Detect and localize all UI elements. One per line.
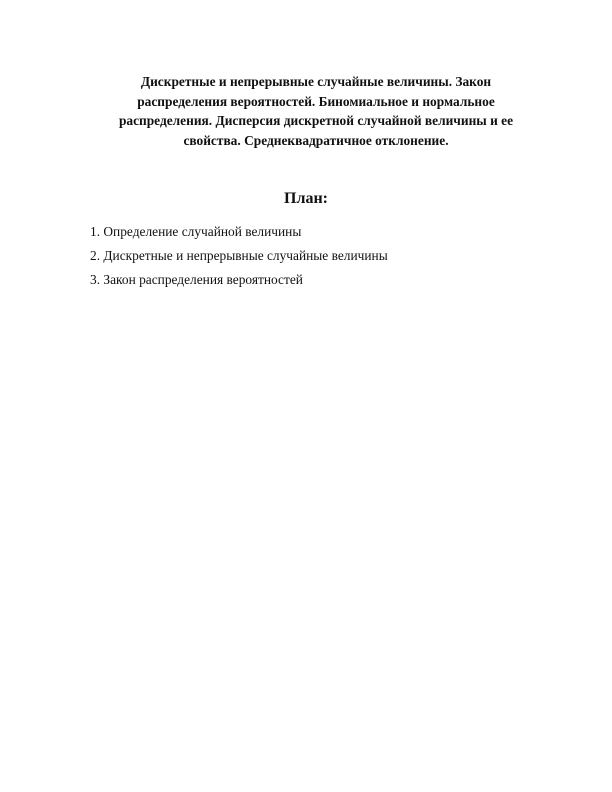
title-line: распределения. Дисперсия дискретной случайной величины и ее — [118, 113, 514, 129]
document-title — [90, 72, 542, 150]
plan-list — [90, 223, 388, 295]
plan-item: 2. Дискретные и непрерывные случайные величины — [90, 248, 388, 263]
title-line: свойства. Среднеквадратичное отклонение. — [183, 132, 449, 148]
title-line: распределения вероятностей. Биномиальное и нормальное — [137, 93, 495, 109]
plan-heading: План: — [284, 190, 328, 207]
title-line: Дискретные и непрерывные случайные величины. Закон — [140, 74, 492, 89]
plan-item: 1. Определение случайной величины — [90, 224, 302, 239]
plan-item: 3. Закон распределения вероятностей — [90, 272, 303, 287]
